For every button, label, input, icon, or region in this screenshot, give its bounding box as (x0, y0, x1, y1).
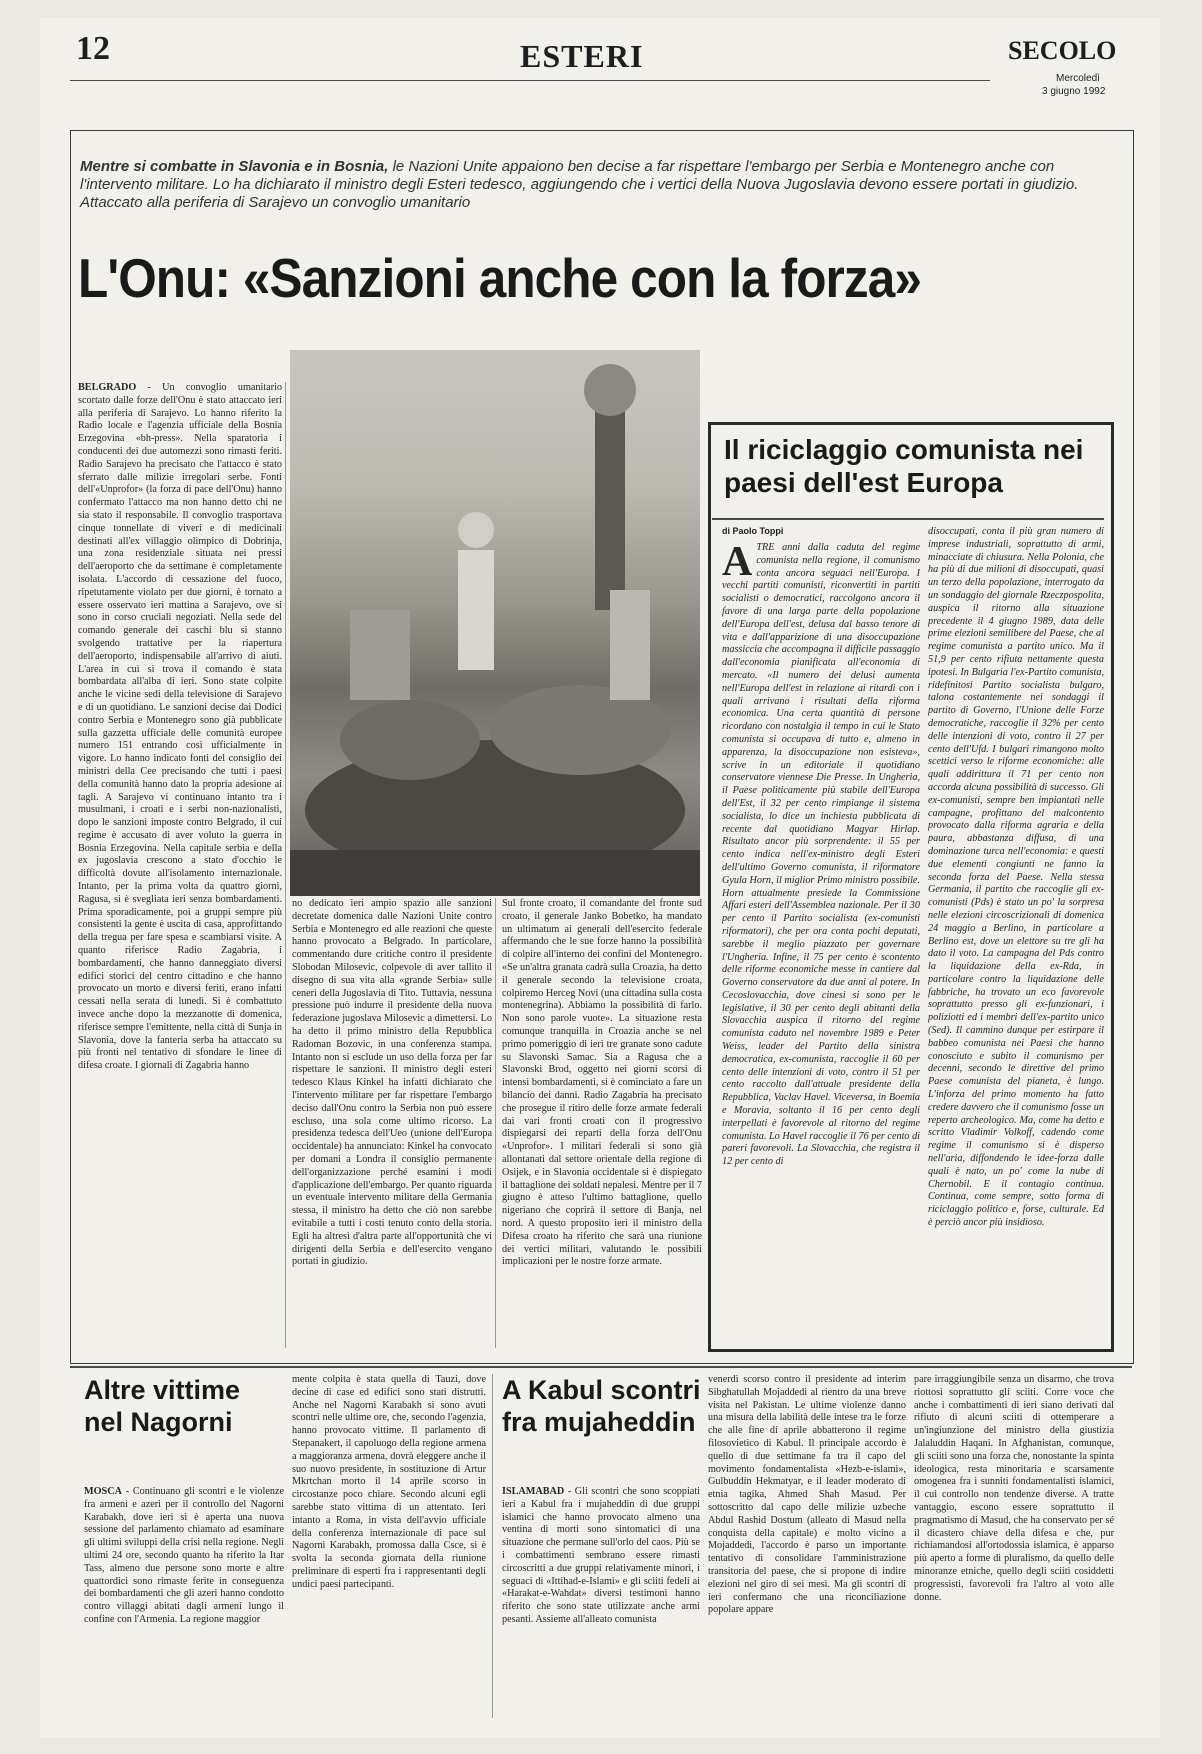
main-dateline: BELGRADO (78, 382, 137, 393)
nagorni-dateline: MOSCA (84, 1486, 122, 1497)
sidebar-headline-rule (712, 518, 1104, 520)
sidebar-headline: Il riciclaggio comunista nei paesi dell'est Europa (724, 434, 1084, 498)
paper-logo: SECOLO (1008, 36, 1117, 65)
nagorni-column-1 (84, 1486, 284, 1716)
weekday: Mercoledì (1056, 73, 1100, 84)
kabul-column-3 (914, 1374, 1114, 1718)
sidebar-column-2 (928, 526, 1104, 1342)
nagorni-col1-text: - Continuano gli scontri e le violenze fra armeni e azeri per il controllo del Nagorni Karabakh, dove ieri si è aperta una nuova sessione del parlamento chiamato ad esaminare gli ultimi sviluppi della crisi nella regione. Negli ultimi 24 ore, secondo quanto ha riferito la Itar Tass, almeno due persone sono morte e altre quattordici sono rimaste ferite in conseguenza dei bombardamenti che gli azeri hanno condotto contro villaggi abitati dagli armeni lungo il confine con l'Armenia. La regione maggior (84, 1486, 284, 1625)
main-story-column-1 (78, 382, 282, 1348)
lead-summary-text: le Nazioni Unite appaiono ben decise a far rispettare l'embargo per Serbia e Montenegro anche con l'intervento militare. Lo ha dichiarato il ministro degli Esteri tedesco, aggiungendo che i vertici della Nuova Jugoslavia devono essere portati in giudizio. Attaccato alla periferia di Sarajevo un convoglio umanitario (80, 158, 1079, 211)
main-col1-text: - Un convoglio umanitario scortato dalle forze dell'Onu è stato attaccato ieri alla periferia di Sarajevo. Lo hanno riferito la Radio locale e l'agenzia ufficiale della Bosnia Erzegovina «bh-press». Nella sparatoria i conducenti dei due automezzi sono rimasti feriti. Radio Sarajevo ha precisato che l'attacco è stato sferrato dalle milizie irregolari serbe. Fonti dell'«Unprofor» (la forza di pace dell'Onu) hanno confermato l'attacco ma non hanno detto chi ne sia stato il responsabile. Il convoglio trasportava cinque tonnellate di viveri e di medicinali destinati all'ex villaggio olimpico di Dobrinja, una zona residenziale situata nei pressi dell'aeroporto che da settimane è completamente isolata. L'accordo di cessazione del fuoco, ripetutamente violato per due giorni, è tornato a essere osservato ieri mattina a Sarajevo, ove si sono in corso cruciali negoziati. Nella sede del comando generale dei caschi blu si stanno svolgendo trattative per la riapertura dell'aeroporto, indispensabile all'arrivo di aiuti. L'area in cui si trova il comando è stata bombardata all'alba di ieri. Sono state colpite anche le vicine sedi della televisione di Sarajevo e di un quotidiano. Le sanzioni decise dai Dodici contro Serbia e Montenegro sono già pubblicate sulla gazzetta ufficiale delle comunità europee numero 151 entrando così ufficialmente in vigore. Lo hanno indicato fonti del consiglio dei ministri della Cee precisando che tutti i paesi della comunità hanno dato la propria adesione ai tagli. A Sarajevo vi continuano intanto tra i musulmani, i croati e i serbi non-nazionalisti, dopo le sanzioni imposte contro Belgrado, il cui regime è accusato di aver voluto la guerra in Bosnia Erzegovina. Nella capitale serbia e della ex jugoslavia crescono a stato d'occhio le difficoltà dovute all'isolamento internazionale. Intanto, per la prima volta da quattro giorni, Ragusa, si è svegliata ieri senza bombardamenti. Prima sporadicamente, poi a gruppi sempre più consistenti la gente è uscita di casa, approfittando della tregua per fare spesa e scambiarsi visite. A quanto riferisce Radio Zagabria, i bombardamenti, che hanno danneggiato diversi edifici storici del centro cittadino e che hanno provocato un morto e diversi feriti, erano infatti cessati nella serata di lunedì. Si è combattuto invece anche dopo la mezzanotte di domenica, riferisce sempre l'emittente, nella città di Sunja in Slavonia, dove la fanteria serba ha attaccato su più fronti nel tentativo di sfondare le linee di difesa croate. I giornali di Zagabria hanno (78, 382, 282, 1072)
kabul-column-2 (708, 1374, 906, 1718)
sidebar-dropcap: A (722, 542, 753, 585)
section-title: ESTERI (520, 38, 644, 74)
column-divider (492, 1374, 493, 1718)
lead-summary (80, 158, 1080, 212)
newspaper-page (40, 18, 1160, 1738)
bottom-section-rule (70, 1366, 1132, 1368)
kabul-column-1 (502, 1486, 700, 1716)
kabul-col1-text: - Gli scontri che sono scoppiati ieri a Kabul fra i mujaheddin di due gruppi islamici che hanno provocato almeno una ventina di morti sono sintomatici di una situazione che permane sull'orlo del caos. Più se i combattimenti sembrano essere rimasti circoscritti a due gruppi relativamente minori, i seguaci di «Ittihad-e-Islami» e gli sciiti fedeli ai «Harakat-e-Wahdat» diversi testimoni hanno riferito che sono state utilizzate anche armi pesanti. Assieme all'alleato comunista (502, 1486, 700, 1625)
lead-headline: L'Onu: «Sanzioni anche con la forza» (78, 247, 922, 309)
main-col3-text: Sul fronte croato, il comandante del fronte sud croato, il generale Janko Bobetko, ha mandato un ultimatum ai generali dell'esercito federale affermando che le sue forze hanno la possibilità di colpire all'interno dei confini del Montenegro. «Se un'altra granata cadrà sulla Croazia, ha detto il generale secondo la televisione croata, colpiremo Herceg Novi (una cittadina sulla costa montenegrina). Abbiamo la possibilità di farlo. Non sono parole vuote». La situazione resta comunque tranquilla in Croazia anche se nel primo pomeriggio di ieri tre granate sono cadute su Slavonski Samac. Sia a Ragusa che a Slavonski Brod, oggetto nei giorni scorsi di intensi bombardamenti, si è cominciato a fare un bilancio dei danni. Radio Zagabria ha precisato che prosegue il ritiro delle forze armate federali dai vari fronti croati con il progressivo dispiegarsi dei reparti della forza dell'Onu «Unprofor». I militari federali si sono già allontanati dal settore orientale della regione di Osijek, e in Slavonia occidentale si è dispiegato il battaglione dei soldati nepalesi. Mentre per il 7 giugno è atteso l'ultimo battaglione, quello nigeriano che coprirà il settore di Banja, nel nord. A questo proposito ieri il ministro della Difesa croato ha riferito che sarà una riunione dei vertici militari, valutando le possibili implicazioni per le nostre forze armate. (502, 898, 702, 1268)
sidebar-column-1 (722, 542, 920, 1342)
kabul-dateline: ISLAMABAD (502, 1486, 565, 1497)
main-story-column-2 (292, 898, 492, 1348)
nagorni-column-2 (292, 1374, 486, 1718)
kabul-col3-text: pare irraggiungibile senza un disarmo, che trova riottosi soprattutto gli sciiti. Corre voce che anche i combattimenti di ieri siano derivati dal rifiuto di alcuni sciiti di ottemperare a un'ingiunzione del ministro della giustizia Jalaluddin Haqani. In Afghanistan, comunque, gli sciiti sono una forza che, nonostante la spinta ideologica, resta minoritaria e scarsamente omogenea fra i sunniti fondamentalisti islamici, il cui controllo non tendenze diverse. A tratte vantaggio, escono essere soprattutto il pragmatismo di Masud, che ha conservato per sé il dicastero chiave della difesa e che, pur richiamandosi all'ortodossia islamica, è apparso più aperto a forme di pluralismo, da quello delle minoranze etniche, quello degli sciiti cosiddetti progressisti, favorevoli fra l'altro al voto alle donne. (914, 1374, 1114, 1603)
masthead-rule (70, 80, 990, 81)
sidebar-byline: di Paolo Toppi (722, 526, 784, 536)
photo-illustration (290, 350, 700, 896)
issue-date: 3 giugno 1992 (1042, 86, 1106, 97)
column-divider (285, 382, 286, 1348)
column-divider (495, 898, 496, 1348)
lead-summary-bold: Mentre si combatte in Slavonia e in Bosnia, (80, 158, 389, 175)
kabul-headline: A Kabul scontri fra mujaheddin (502, 1375, 701, 1437)
kabul-col2-text: venerdì scorso contro il presidente ad interim Sibghatullah Mojaddedi al rientro da una breve visita nel Pakistan. Le ultime violenze danno una misura della labilità delle intese tra le forze che alle fine di aprile abbatterono il regime filosovietico di Kabul. Il principale accordo è quello di due settimane fa tra il capo del movimento fondamentalista «Hezb-e-islami», Gulbuddin Hekmatyar, e il leader moderato di etnia tagika, Ahmed Shah Masud. Per sottoscritto dal capo delle milizie uzbeche Abdul Rashid Dostum (alleato di Masud nella conquista della capitale) e molto vicino a Mojaddedi, l'accordo è parso un importante tentativo di consolidare l'amministrazione transitoria del paese, che si propone di indire elezioni nel giro di sei mesi. Ma gli scontri di ieri confermano che una riconciliazione popolare appare (708, 1374, 906, 1616)
page-number: 12 (76, 30, 110, 67)
photo-refugees (290, 350, 700, 896)
main-story-column-3 (502, 898, 702, 1348)
nagorni-headline: Altre vittime nel Nagorni (84, 1375, 241, 1437)
sidebar-col2-text: disoccupati, conta il più gran numero di imprese industriali, soprattutto di armi, minacciate di chiusura. Nella Polonia, che ha più di due milioni di disoccupati, quasi un terzo della popolazione, interrogato da un sondaggio del giornale Rzeczpospolita, auspica il ritorno alla situazione precedente il 4 giugno 1989, data delle prime elezioni semilibere del Paese, che al regime comunista a partito unico. Ma il 51,9 per cento rifiuta nettamente questa ipotesi. In Bulgaria l'ex-Partito comunista, ridefinitosi Partito socialista bulgaro, talona costantemente nei sondaggi il partito di Governo, l'Unione delle Forze democratiche, raccoglie il 32% per cento delle intenzioni di voto, contro il 27 per cento dell'Ufd. I bulgari rimangono molto scettici verso le riforme economiche: alle quali addirittura il 71 per cento non accorda alcuna possibilità di successo. Gli ex-comunisti, sempre ben impiantati nelle campagne, profittano del malcontento provocato dalla riforma agraria e della paura, abbastanza diffusa, di una dominazione turca nell'economia: e questi due elementi congiunti ne fanno la seconda forza del Paese. Nella stessa Germania, il partito che raccoglie gli ex-comunisti (Pds) è stato un po' la sorpresa nelle elezioni circoscrizionali di domenica 24 maggio a Berlino, in particolare a Berlino est, dove un elettore su tre gli ha dato il voto. La campagna del Pds contro la liquidazione della ex-Rda, in particolare contro la liquidazione delle fabbriche, ha trovato un eco favorevole soprattutto presso gli ex-funzionari, i poliziotti ed i membri dell'ex-partito unico (Sed). Il cammino dunque per estirpare il babbeo comunista nei Paesi che hanno conosciuto e subito il comunismo per decenni, secondo le direttive del primo Paese comunista del pianeta, è lungo. L'inforza del primo momento ha fatto credere davvero che il comunismo fosse un reperto archeologico. Ma, come ha detto e scritto Vladimir Volkoff, cadendo come regime il comunismo si è disperso nell'aria, diffondendo le idee-forza dalle quali è nato, un po' come la nube di Chernobil. E il contagio continua. Continua, come sempre, sotto forma di riciclaggio politico e, forse, culturale. Ed è perciò ancor più insidioso. (928, 526, 1104, 1229)
sidebar-col1-text: TRE anni dalla caduta del regime comunista nella regione, il comunismo conta ancora seguaci nell'Europa. I vecchi partiti comunisti, riconvertiti in partiti socialisti o democratici, raccolgono ancora il favore di una larga parte della popolazione dell'Europa dell'est, delusa dal basso tenore di vita e dall'apparizione di una disoccupazione massiccia che accompagna il difficile passaggio dall'economia pianificata all'economia di mercato. «Il numero dei delusi aumenta nell'Europa dell'est in relazione ai ritardi con i quali arrivano i risultati della riforma economica. Una certa quantità di persone ricordano con nostalgia il tempo in cui le Stato comunista si occupava di tutto e, almeno in apparenza, la disoccupazione non esisteva», scrive in un editoriale il quotidiano conservatore viennese Die Presse. In Ungheria, il Paese politicamente più stabile dell'Europa dell'Est, il 32 per cento rimpiange il sistema socialista, lo dice un inchiesta pubblicata di recente dal quotidiano Magyar Hirlap. Risultato ancor più sorprendente: il 55 per cento indica nell'ex-ministro degli Esteri dell'ultimo Governo comunista, il riformatore Gyula Horn, il miglior Primo ministro possibile. Horn attualmente presiede la Commissione Affari esteri dell'Assemblea nazionale. Per il 30 per cento il Partito socialista (ex-comunisti riformatori), che per ora conta pochi deputati, sarebbe il meglio piazzato per governare l'Ungheria. Infine, il 75 per cento è scontento delle riforme economiche messe in cantiere dal Governo conservatore da due anni al potere. In Cecoslovacchia, dove cinesi si sono per le legislative, il 30 per cento degli abitanti della Slovacchia auspica il ritorno del regime comunista caduto nel novembre 1989 e Peter Weiss, leader del Partito della sinistra democratica, ex-comunista, raccoglie il 60 per cento delle intenzioni di voto, contro il 51 per cento raccolto dall'attuale presidente della Repubblica, Vaclav Havel. Viceversa, in Boemia e Moravia, soltanto il 16 per cento degli interpellati è favorevole al ritorno del regime comunista. Lo Havel raccoglie il 76 per cento di pareri favorevoli. La Slovacchia, che registra il 12 per cento di (722, 542, 920, 1168)
main-col2-text: no dedicato ieri ampio spazio alle sanzioni decretate domenica dalle Nazioni Unite contro Serbia e Montenegro ed alle reazioni che queste hanno provocato a Belgrado. In particolare, commentando dure critiche contro il presidente Slobodan Milosevic, colpevole di aver tallito il disegno di sua vita alla «grande Serbia» sulle ceneri della Jugoslavia di Tito. Tuttavia, nessuna pressione può indurre il presidente della nuova federazione jugoslava Milosevic a dimettersi. Lo ha detto il primo ministro della Repubblica Radoman Bozovic, in una conferenza stampa. Intanto non si esclude un uso della forza per far rispettare le sanzioni. Il ministro degli esteri tedesco Klaus Kinkel ha infatti dichiarato che l'intervento militare per far rispettare l'embargo deciso dall'Onu contro la Serbia non può essere escluso, una sola come ultimo ricorso. La presidenza tedesca dell'Ueo (unione dell'Europa occidentale) ha annunciato: Kinkel ha convocato per domani a Londra il consiglio permanente dell'organizzazione perché esamini i modi d'applicazione dell'embargo. Per quanto riguarda un eventuale intervento militare della Germania stessa, il ministro ha detto che ciò non sarebbe evitabile a tutti i costi tenuto conto della storia. Egli ha altresì d'altra parte all'opportunità che vi dirigenti della Serbia e dell'esercito vengano portati in giudizio. (292, 898, 492, 1268)
nagorni-col2-text: mente colpita è stata quella di Tauzi, dove decine di case ed edifici sono stati distrutti. Anche nel Nagorni Karabakh si sono avuti scontri nelle ultime ore, che, secondo l'agenzia, hanno provocato vittime. Il parlamento di Stepanakert, il capoluogo della regione armena a maggioranza armena, dovrà eleggere anche il suo nuovo presidente, in sostituzione di Artur Mkrtchan morto il 14 aprile scorso in circostanze poco chiare. Secondo alcuni egli sarebbe stato vittima di un attentato. Ieri intanto a Roma, in vista dell'avvio ufficiale della conferenza internazionale di pace sul Nagorni Karabakh, promossa dalla Csce, si è svolta la seconda giornata della riunione preliminare di esperti fra i rappresentanti degli undici paesi partecipanti. (292, 1374, 486, 1590)
